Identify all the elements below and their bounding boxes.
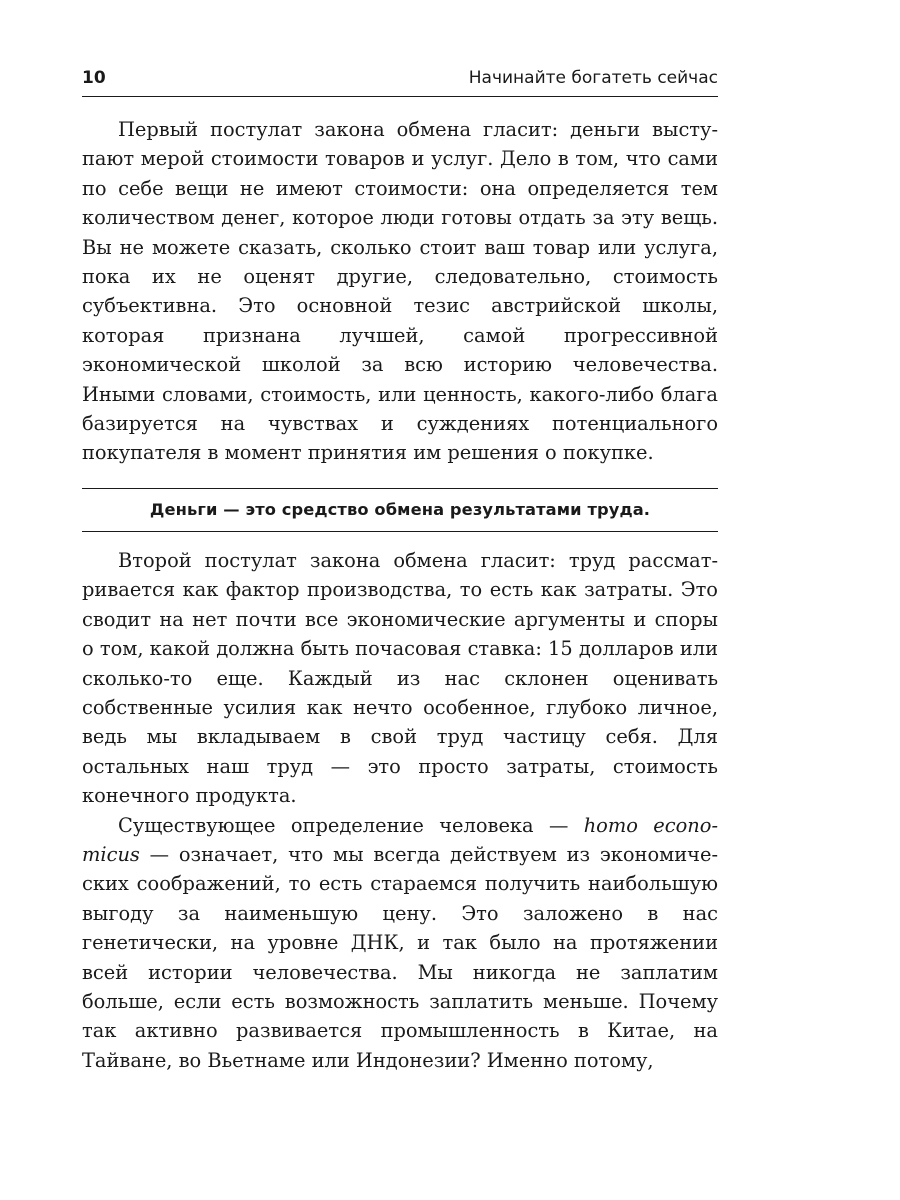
paragraph-1: Первый постулат закона обмена гласит: деньги выступают мерой стоимости товаров и услуг. Дело в том, что сами по себе вещи не имеют стоимости: она определяется тем количеством денег, которое люди готовы отдать за эту вещь. Вы не можете сказать, сколько стоит ваш товар или услуга, пока их не оценят другие, следовательно, стоимость субъективна. Это основной тезис австрийской школы, которая признана лучшей, самой прогрессивной экономической школой за всю историю человечества. Иными словами, стоимость, или ценность, какого-либо блага базируется на чувствах и суждениях потенциального покупателя в момент принятия им решения о покупке. — [82, 118, 718, 465]
paragraph-3-italic-term: homo economicus — [82, 813, 718, 866]
page-number: 10 — [82, 68, 106, 88]
body-text-bottom — [82, 546, 718, 1075]
callout-quote: Деньги — это средство обмена результатами труда. — [82, 488, 718, 532]
running-title: Начинайте богатеть сейчас — [468, 68, 718, 88]
body-text-top — [82, 115, 718, 468]
paragraph-3 — [82, 811, 718, 1076]
paragraph-3-start: Существующее определение человека — — [118, 813, 584, 837]
book-page — [82, 68, 718, 1075]
running-head — [82, 68, 718, 97]
paragraph-2: Второй постулат закона обмена гласит: труд рассматривается как фактор производства, то есть как затраты. Это сводит на нет почти все экономические аргументы и споры о том, какой должна быть почасовая ставка: 15 долларов или сколько-то еще. Каждый из нас склонен оценивать собственные усилия как нечто особенное, глубоко личное, ведь мы вкладываем в свой труд частицу себя. Для остальных наш труд — это просто затраты, стоимость конечного продукта. — [82, 548, 718, 808]
paragraph-3-end: — означает, что мы всегда действуем из экономических соображений, то есть стараемся получить наибольшую выгоду за наименьшую цену. Это заложено в нас генетически, на уровне ДНК, и так было на протяжении всей истории человечества. Мы никогда не заплатим больше, если есть возможность заплатить меньше. Почему так активно развивается промышленность в Китае, на Тайване, во Вьетнаме или Индонезии? Именно потому, — [82, 842, 718, 1072]
